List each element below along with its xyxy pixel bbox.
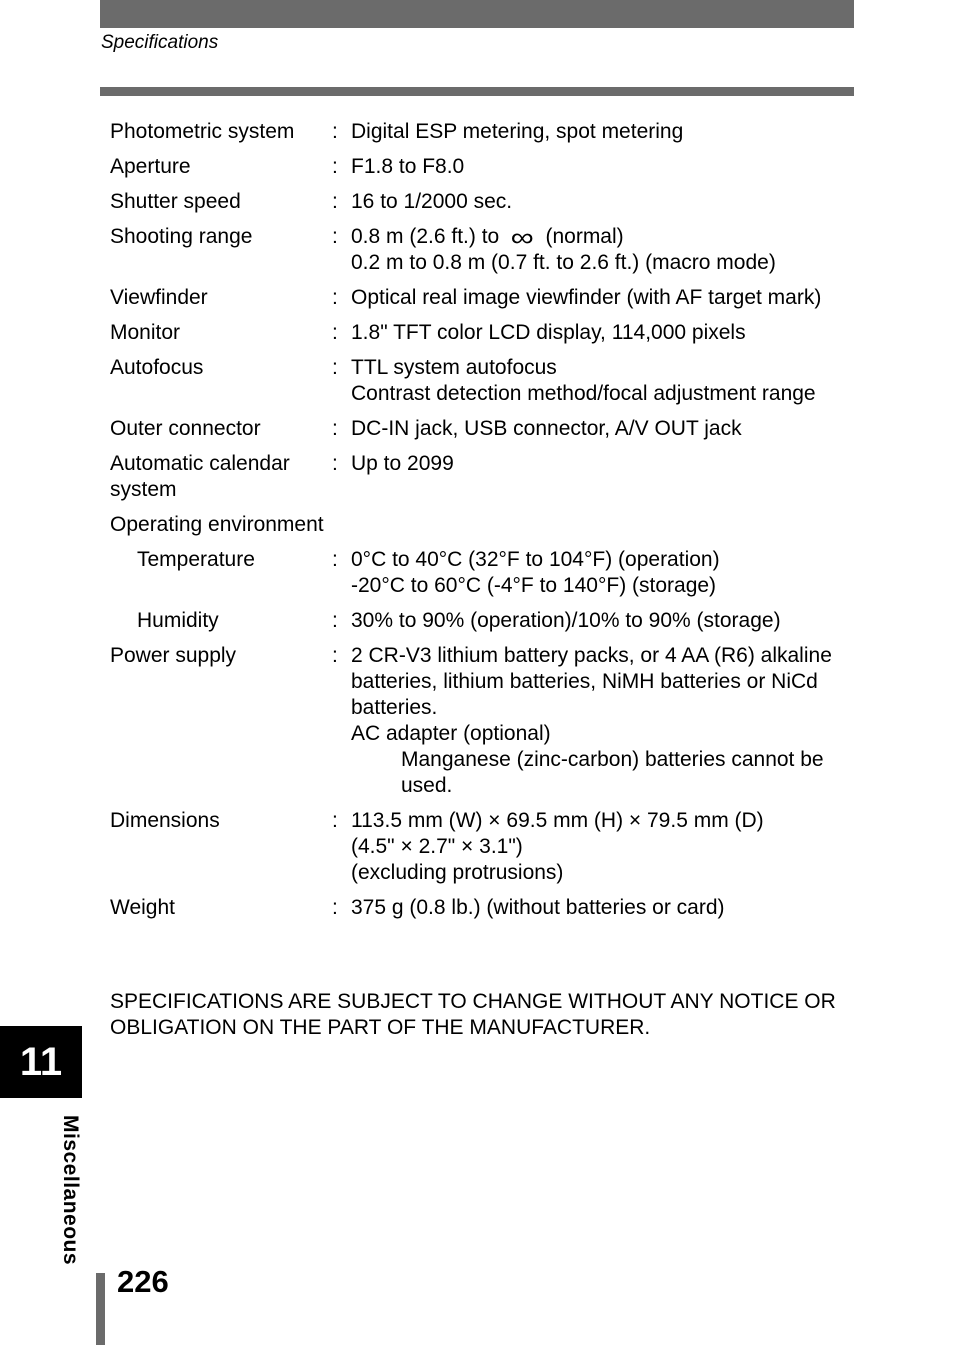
spec-value: 375 g (0.8 lb.) (without batteries or card) bbox=[351, 896, 725, 919]
spec-row-shooting-range: Shooting range : 0.8 m (2.6 ft.) to ∞ (normal) 0.2 m to 0.8 m (0.7 ft. to 2.6 ft.) (macro mode) bbox=[110, 224, 855, 276]
spec-value: Digital ESP metering, spot metering bbox=[351, 120, 684, 143]
chapter-title: Miscellaneous bbox=[59, 1115, 82, 1266]
spec-label: Viewfinder bbox=[110, 286, 208, 309]
spec-value: 1.8" TFT color LCD display, 114,000 pixels bbox=[351, 321, 746, 344]
spec-label: Power supply bbox=[110, 644, 237, 667]
spec-label: Temperature bbox=[137, 548, 255, 571]
power-supply-note: Manganese (zinc-carbon) batteries cannot be used. bbox=[401, 748, 824, 797]
spec-value: 30% to 90% (operation)/10% to 90% (storage) bbox=[351, 609, 781, 632]
spec-row-monitor: Monitor : 1.8" TFT color LCD display, 114,000 pixels bbox=[110, 320, 855, 346]
spec-label: Weight bbox=[110, 896, 175, 919]
spec-value: Optical real image viewfinder (with AF target mark) bbox=[351, 286, 822, 309]
spec-label: Shutter speed bbox=[110, 190, 241, 213]
spec-label: Dimensions bbox=[110, 809, 220, 832]
spec-section-operating-environment bbox=[110, 512, 855, 538]
spec-value: 113.5 mm (W) × 69.5 mm (H) × 79.5 mm (D) (4.5" × 2.7" × 3.1") (excluding protrusions) bbox=[351, 809, 764, 884]
spec-label: Autofocus bbox=[110, 356, 204, 379]
spec-label: Operating environment bbox=[110, 513, 324, 536]
spec-label: Monitor bbox=[110, 321, 181, 344]
spec-row-photometric-system: Photometric system : Digital ESP metering, spot metering bbox=[110, 119, 855, 145]
spec-value: TTL system autofocus Contrast detection method/focal adjustment range bbox=[351, 356, 816, 405]
chapter-tab: 11 bbox=[0, 1026, 82, 1098]
spec-row-temperature: Temperature : 0°C to 40°C (32°F to 104°F) (operation) -20°C to 60°C (-4°F to 140°F) (storage) bbox=[110, 547, 855, 599]
spec-row-power-supply: Power supply : 2 CR-V3 lithium battery packs, or 4 AA (R6) alkaline batteries, lithium batteries, NiMH batteries or NiCd batteries. AC adapter (optional) Manganese (zinc-carbon) batteries cannot be used. bbox=[110, 643, 855, 799]
spec-row-automatic-calendar: Automatic calendar system : Up to 2099 bbox=[110, 451, 855, 503]
spec-label: Automatic calendar system bbox=[110, 452, 290, 501]
spec-value: 2 CR-V3 lithium battery packs, or 4 AA (R6) alkaline batteries, lithium batteries, NiMH batteries or NiCd batteries. AC adapter (optional) Manganese (zinc-carbon) batteries cannot be used. bbox=[351, 643, 855, 799]
running-head: Specifications bbox=[101, 32, 219, 53]
spec-value: F1.8 to F8.0 bbox=[351, 155, 465, 178]
header-bar bbox=[100, 0, 854, 28]
spec-row-viewfinder: Viewfinder : Optical real image viewfinder (with AF target mark) bbox=[110, 285, 855, 311]
spec-label: Humidity bbox=[137, 609, 219, 632]
change-notice: SPECIFICATIONS ARE SUBJECT TO CHANGE WITHOUT ANY NOTICE OR OBLIGATION ON THE PART OF THE MANUFACTURER. bbox=[110, 990, 836, 1039]
page-number: 226 bbox=[117, 1264, 169, 1299]
infinity-icon: ∞ bbox=[510, 222, 534, 252]
spec-label: Photometric system bbox=[110, 120, 295, 143]
spec-label: Shooting range bbox=[110, 225, 253, 248]
spec-row-autofocus: Autofocus : TTL system autofocus Contrast detection method/focal adjustment range bbox=[110, 355, 855, 407]
spec-label: Aperture bbox=[110, 155, 191, 178]
header-rule bbox=[100, 87, 854, 96]
spec-label: Outer connector bbox=[110, 417, 261, 440]
spec-value: 16 to 1/2000 sec. bbox=[351, 190, 513, 213]
spec-value: 0.8 m (2.6 ft.) to ∞ (normal) 0.2 m to 0.8 m (0.7 ft. to 2.6 ft.) (macro mode) bbox=[351, 222, 776, 274]
specifications-table bbox=[110, 119, 855, 930]
spec-row-weight: Weight : 375 g (0.8 lb.) (without batteries or card) bbox=[110, 895, 855, 921]
spec-value: Up to 2099 bbox=[351, 452, 454, 475]
spec-value: DC-IN jack, USB connector, A/V OUT jack bbox=[351, 417, 742, 440]
spec-row-aperture: Aperture : F1.8 to F8.0 bbox=[110, 154, 855, 180]
spec-row-dimensions: Dimensions : 113.5 mm (W) × 69.5 mm (H) × 79.5 mm (D) (4.5" × 2.7" × 3.1") (excluding protrusions) bbox=[110, 808, 855, 886]
spec-value: 0°C to 40°C (32°F to 104°F) (operation) -20°C to 60°C (-4°F to 140°F) (storage) bbox=[351, 548, 720, 597]
page-number-bar bbox=[96, 1273, 105, 1345]
spec-row-humidity: Humidity : 30% to 90% (operation)/10% to 90% (storage) bbox=[110, 608, 855, 634]
spec-row-outer-connector: Outer connector : DC-IN jack, USB connector, A/V OUT jack bbox=[110, 416, 855, 442]
spec-row-shutter-speed: Shutter speed : 16 to 1/2000 sec. bbox=[110, 189, 855, 215]
